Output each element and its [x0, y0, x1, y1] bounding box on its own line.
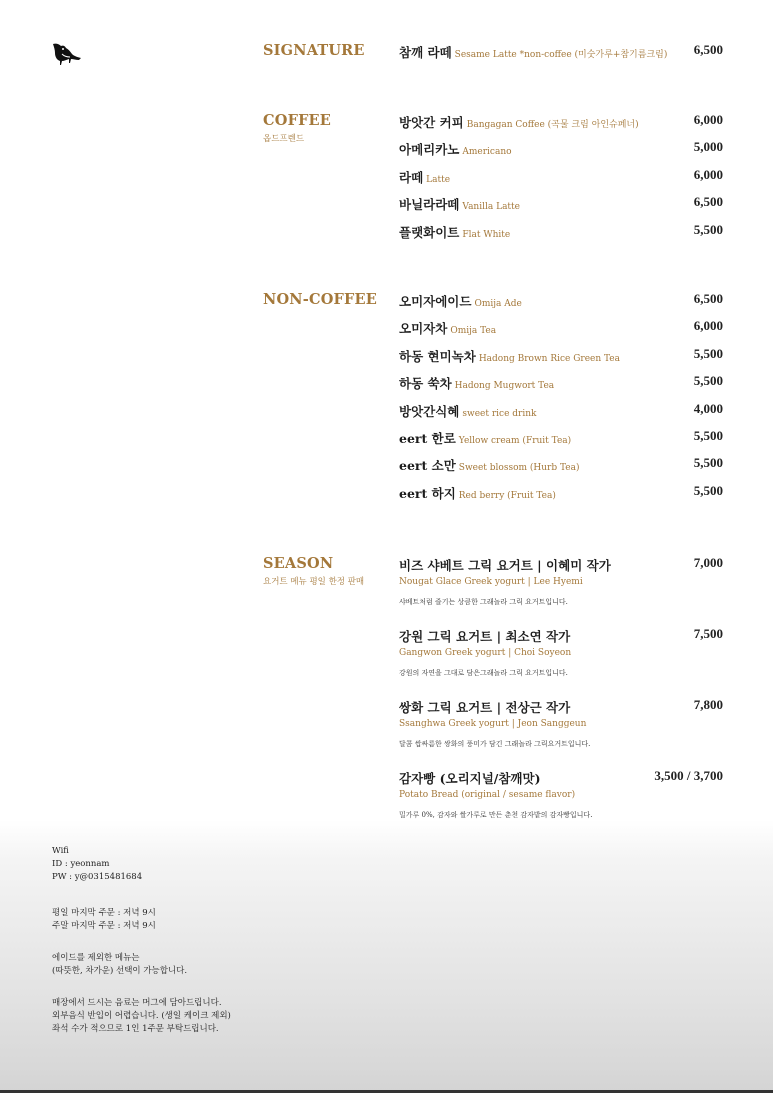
notice-line: 외부음식 반입이 어렵습니다. (생일 케이크 제외) [52, 1011, 231, 1021]
temp-note-line: 에이드를 제외한 메뉴는 [52, 953, 140, 963]
menu-item [399, 626, 723, 678]
item-name: 방앗간식혜 [399, 404, 460, 419]
item-price: 6,500 [693, 291, 723, 306]
order-hours [52, 907, 156, 933]
item-name: eert 소만 [399, 458, 456, 473]
item-name-en: Omija Tea [450, 326, 497, 336]
item-price: 5,500 [693, 346, 723, 361]
item-price: 5,500 [693, 455, 723, 470]
item-name-en: Potato Bread (original / sesame flavor) [399, 790, 576, 800]
store-notice [52, 997, 231, 1036]
item-price: 7,500 [693, 626, 723, 641]
menu-item [399, 112, 723, 131]
temp-note-line: (따뜻한, 차가운) 선택이 가능합니다. [52, 966, 188, 976]
category-subtitle: 요거트 메뉴 평일 한정 판매 [263, 577, 365, 587]
item-price: 7,000 [693, 555, 723, 570]
menu-item [399, 167, 723, 186]
item-price: 3,500 / 3,700 [654, 768, 723, 783]
item-price: 5,500 [693, 373, 723, 388]
item-description: 강원의 자연을 그대로 담은그래놀라 그릭 요거트입니다. [399, 669, 568, 677]
wifi-label: Wifi [52, 846, 69, 856]
item-name: eert 한로 [399, 431, 456, 446]
menu-item [399, 222, 723, 241]
item-name-en: Hadong Mugwort Tea [454, 381, 555, 391]
item-name-en: Ssanghwa Greek yogurt | Jeon Sanggeun [399, 719, 587, 729]
notice-line: 좌석 수가 적으므로 1인 1주문 부탁드립니다. [52, 1024, 219, 1034]
notice-line: 매장에서 드시는 음료는 머그에 담아드립니다. [52, 998, 222, 1008]
item-name: 쌍화 그릭 요거트 | 전상근 작가 [399, 700, 571, 715]
item-name: 참깨 라떼 [399, 45, 452, 60]
weekend-last-order: 주말 마지막 주문 : 저녁 9시 [52, 921, 156, 931]
category-title: SIGNATURE [263, 42, 365, 59]
item-name: 감자빵 (오리지널/참깨맛) [399, 771, 541, 786]
category-subtitle: 옵드프렌드 [263, 134, 305, 144]
item-name: eert 하지 [399, 486, 456, 501]
menu-item [399, 455, 723, 474]
item-price: 4,000 [693, 401, 723, 416]
menu-item [399, 697, 723, 749]
item-name-en: Yellow cream (Fruit Tea) [458, 436, 572, 446]
menu-item [399, 318, 723, 337]
wifi-info [52, 845, 142, 884]
weekday-last-order: 평일 마지막 주문 : 저녁 9시 [52, 908, 156, 918]
item-name-en: Red berry (Fruit Tea) [458, 491, 556, 501]
wifi-id: ID : yeonnam [52, 859, 110, 869]
item-name: 아메리카노 [399, 142, 460, 157]
item-price: 6,500 [693, 42, 723, 57]
item-name-en: Latte [426, 175, 451, 185]
bird-icon [50, 40, 84, 70]
item-price: 6,500 [693, 194, 723, 209]
item-name: 하동 현미녹차 [399, 349, 476, 364]
item-name: 오미자차 [399, 321, 448, 336]
menu-item [399, 555, 723, 607]
item-name: 플랫화이트 [399, 225, 460, 240]
item-name-en: Gangwon Greek yogurt | Choi Soyeon [399, 648, 572, 658]
menu-item [399, 401, 723, 420]
item-name-en: Sweet blossom (Hurb Tea) [458, 463, 580, 473]
item-price: 7,800 [693, 697, 723, 712]
item-price: 6,000 [693, 167, 723, 182]
item-name: 바닐라라떼 [399, 197, 460, 212]
item-description: 밀가루 0%, 감자와 쌀가루로 만든 춘천 감자밭의 감자빵입니다. [399, 811, 593, 819]
menu-item [399, 768, 723, 820]
item-name-en: sweet rice drink [462, 409, 537, 419]
menu-item [399, 42, 723, 61]
category-title: COFFEE [263, 112, 332, 129]
menu-item [399, 483, 723, 502]
menu-item [399, 346, 723, 365]
item-name-en: Americano [462, 147, 512, 157]
wifi-password: PW : y@0315481684 [52, 872, 143, 882]
item-name: 라떼 [399, 170, 424, 185]
item-price: 5,500 [693, 428, 723, 443]
item-name-en: Omija Ade [474, 299, 522, 309]
item-name: 강원 그릭 요거트 | 최소연 작가 [399, 629, 571, 644]
category-title: SEASON [263, 555, 334, 572]
item-price: 5,500 [693, 483, 723, 498]
item-name-en: Bangagan Coffee (곡물 크림 아인슈페너) [466, 120, 639, 130]
menu-item [399, 428, 723, 447]
item-price: 6,000 [693, 112, 723, 127]
item-price: 5,000 [693, 139, 723, 154]
menu-item [399, 139, 723, 158]
item-name-en: Hadong Brown Rice Green Tea [478, 354, 620, 364]
item-name-en: Nougat Glace Greek yogurt | Lee Hyemi [399, 577, 583, 587]
item-name: 방앗간 커피 [399, 115, 464, 130]
category-title: NON-COFFEE [263, 291, 378, 308]
item-name: 비즈 샤베트 그릭 요거트 | 이혜미 작가 [399, 558, 611, 573]
item-name-en: Vanilla Latte [462, 202, 520, 212]
item-name-en: Flat White [462, 230, 511, 240]
item-description: 샤베트처럼 즐기는 상큼한 그래놀라 그릭 요거트입니다. [399, 598, 568, 606]
menu-item [399, 291, 723, 310]
item-name: 하동 쑥차 [399, 376, 452, 391]
item-name-en: Sesame Latte *non-coffee (미숫가루+참기름크림) [454, 50, 668, 60]
menu-item [399, 194, 723, 213]
temperature-note [52, 952, 187, 978]
item-price: 5,500 [693, 222, 723, 237]
item-description: 달콤 쌉싸름한 쌍화의 풍미가 담긴 그래놀라 그릭요거트입니다. [399, 740, 591, 748]
item-price: 6,000 [693, 318, 723, 333]
menu-item [399, 373, 723, 392]
item-name: 오미자에이드 [399, 294, 472, 309]
